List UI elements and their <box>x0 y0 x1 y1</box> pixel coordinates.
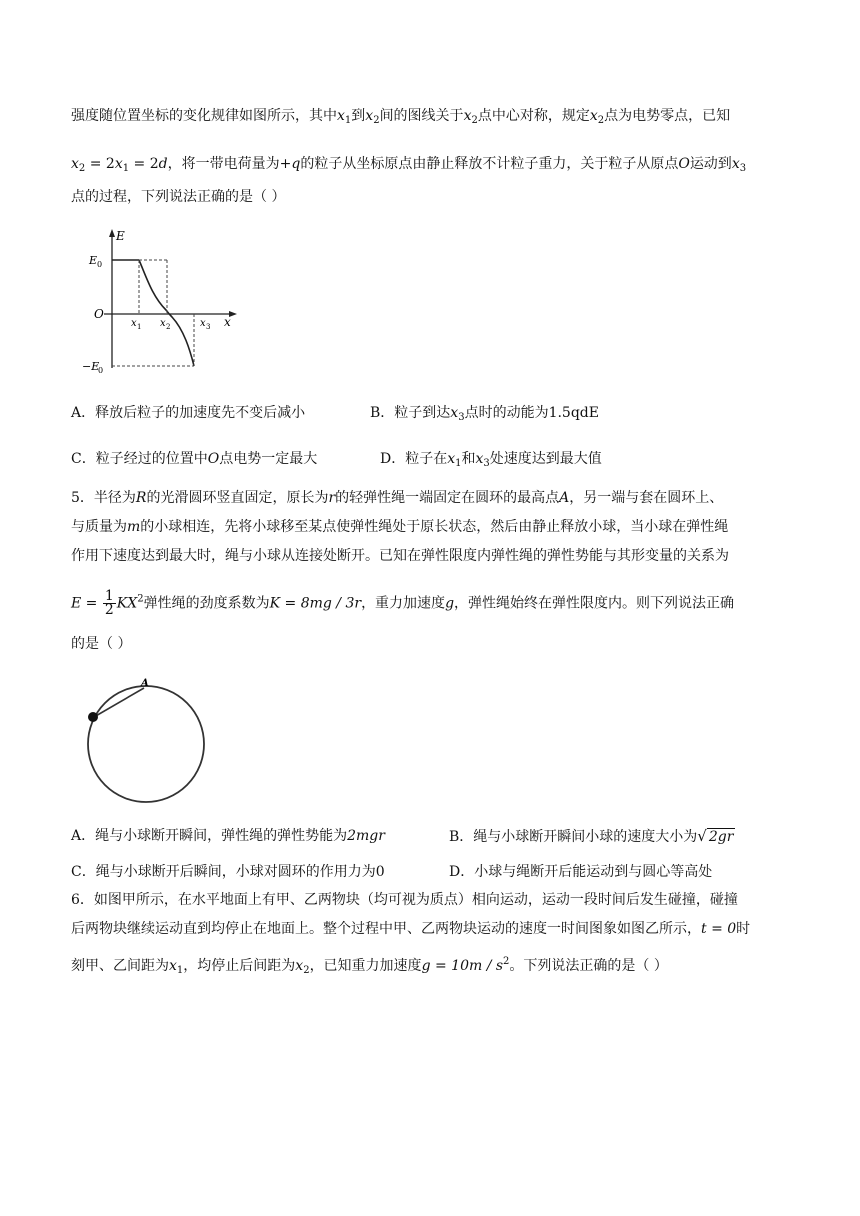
q5-stem-line-4: E = $\frac{1}{2}$ $KX^2$弹性绳的劲度系数为K = 8mg / 3r，重力加速度g，弹性绳始终在弹性限度内。则下列说法正确 <box>71 588 735 618</box>
q5-stem-line-3: 作用下速度达到最大时，绳与小球从连接处断开。已知在弹性限度内弹性绳的弹性势能与其形变量的关系为 <box>71 548 729 564</box>
graph-tick-x3-sub: 3 <box>206 323 211 331</box>
q5-stem-line-2: 与质量为m的小球相连，先将小球移至某点使弹性绳处于原长状态，然后由静止释放小球，当小球在弹性绳 <box>71 519 729 535</box>
graph-tick-x2-sub: 2 <box>166 323 171 331</box>
q5-stem-line-5: 的是（ ） <box>71 636 132 652</box>
q4-option-c[interactable]: C．粒子经过的位置中O点电势一定最大 <box>71 451 318 467</box>
graph-label-negE0: −E <box>82 360 100 373</box>
graph-label-negE0-sub: 0 <box>98 366 104 375</box>
q5-option-d[interactable]: D．小球与绳断开后能运动到与圆心等高处 <box>449 864 713 880</box>
graph-label-E0: E <box>89 254 98 267</box>
graph-tick-x1: x <box>131 318 137 329</box>
q4-e-x-graph <box>84 226 254 376</box>
graph-tick-x3: x <box>200 318 206 329</box>
graph-label-x: x <box>224 315 231 329</box>
label-point-A: A <box>141 678 149 689</box>
q4-option-a[interactable]: A．释放后粒子的加速度先不变后减小 <box>71 405 306 421</box>
small-ball <box>88 712 98 722</box>
smooth-ring <box>88 686 204 802</box>
q4-stem-line-1: 强度随位置坐标的变化规律如图所示，其中$x_1$到$x_2$间的图线关于$x_2$点中心对称，规定$x_2$点为电势零点，已知 <box>71 108 731 126</box>
q4-option-d[interactable]: D．粒子在$x_1$和$x_3$处速度达到最大值 <box>380 451 602 469</box>
q5-ring-figure <box>80 672 220 812</box>
q4-stem-line-2: $x_2 = 2x_1 = 2d$，将一带电荷量为+q的粒子从坐标原点由静止释放不计粒子重力，关于粒子从原点O运动到$x_3$ <box>71 156 747 174</box>
q5-option-b[interactable]: B．绳与小球断开瞬间小球的速度大小为√ 2gr <box>449 827 734 845</box>
q5-stem-line-1: 5．半径为R的光滑圆环竖直固定，原长为r的轻弹性绳一端固定在圆环的最高点A，另一端与套在圆环上、 <box>71 490 724 506</box>
graph-label-O: O <box>94 307 104 321</box>
q6-stem-line-3: 刻甲、乙间距为$x_1$，均停止后间距为$x_2$，已知重力加速度$g = 10m / s^2$。下列说法正确的是（ ） <box>71 956 668 976</box>
q5-option-c[interactable]: C．绳与小球断开后瞬间，小球对圆环的作用力为0 <box>71 864 385 880</box>
graph-label-E0-sub: 0 <box>97 260 103 269</box>
graph-y-arrow <box>109 229 115 237</box>
fraction-one-half: $\frac{1}{2}$ <box>104 588 114 618</box>
graph-tick-x1-sub: 1 <box>137 323 142 331</box>
graph-tick-x2: x <box>160 318 166 329</box>
q4-option-b[interactable]: B．粒子到达$x_3$点时的动能为1.5qdE <box>370 405 599 423</box>
q4-stem-line-3: 点的过程，下列说法正确的是（ ） <box>71 189 286 205</box>
q5-option-a[interactable]: A．绳与小球断开瞬间，弹性绳的弹性势能为2mgr <box>71 828 385 844</box>
q6-stem-line-2: 后两物块继续运动直到均停止在地面上。整个过程中甲、乙两物块运动的速度一时间图象如图乙所示，t = 0时 <box>71 921 751 937</box>
graph-label-E: E <box>116 229 125 243</box>
q6-stem-line-1: 6．如图甲所示，在水平地面上有甲、乙两物块（均可视为质点）相向运动，运动一段时间后发生碰撞，碰撞 <box>71 892 738 908</box>
